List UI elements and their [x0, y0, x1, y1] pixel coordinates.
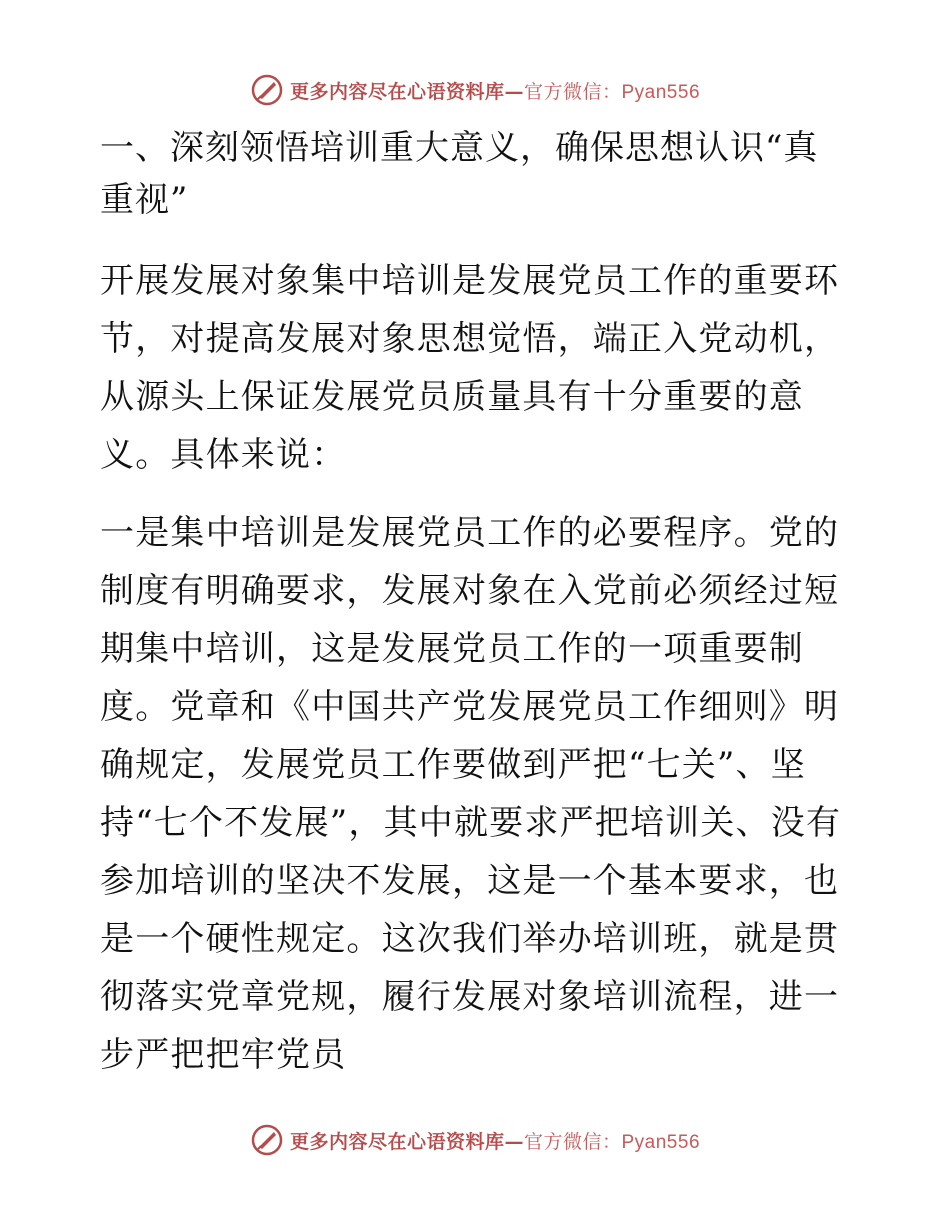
banner-site-text: 更多内容尽在心语资料库 [289, 1130, 505, 1153]
banner-wechat-text: 官方微信：Pyan556 [524, 1131, 701, 1153]
banner-dash: — [504, 80, 524, 103]
header-watermark-banner [0, 70, 950, 110]
document-body [100, 122, 852, 1104]
paragraph-first-point: 一是集中培训是发展党员工作的必要程序。党的制度有明确要求，发展对象在入党前必须经过短期集中培训，这是发展党员工作的一项重要制度。党章和《中国共产党发展党员工作细则》明确规定，发展党员工作要做到严把“七关”、坚持“七个不发展”，其中就要求严把培训关、没有参加培训的坚决不发展，这是一个基本要求，也是一个硬性规定。这次我们举办培训班，就是贯彻落实党章党规，履行发展对象培训流程，进一步严把把牢党员 [100, 513, 842, 1075]
footer-watermark-banner [0, 1120, 950, 1160]
banner-site-text: 更多内容尽在心语资料库 [289, 80, 505, 103]
banner-dash: — [504, 1130, 524, 1153]
paragraph-intro: 开展发展对象集中培训是发展党员工作的重要环节，对提高发展对象思想觉悟，端正入党动机，从源头上保证发展党员质量具有十分重要的意义。具体来说： [100, 261, 840, 475]
quill-seal-icon [250, 73, 284, 107]
banner-wechat-text: 官方微信：Pyan556 [524, 81, 701, 103]
quill-seal-icon [250, 1123, 284, 1157]
section-heading: 一、深刻领悟培训重大意义，确保思想认识“真重视” [100, 128, 819, 220]
